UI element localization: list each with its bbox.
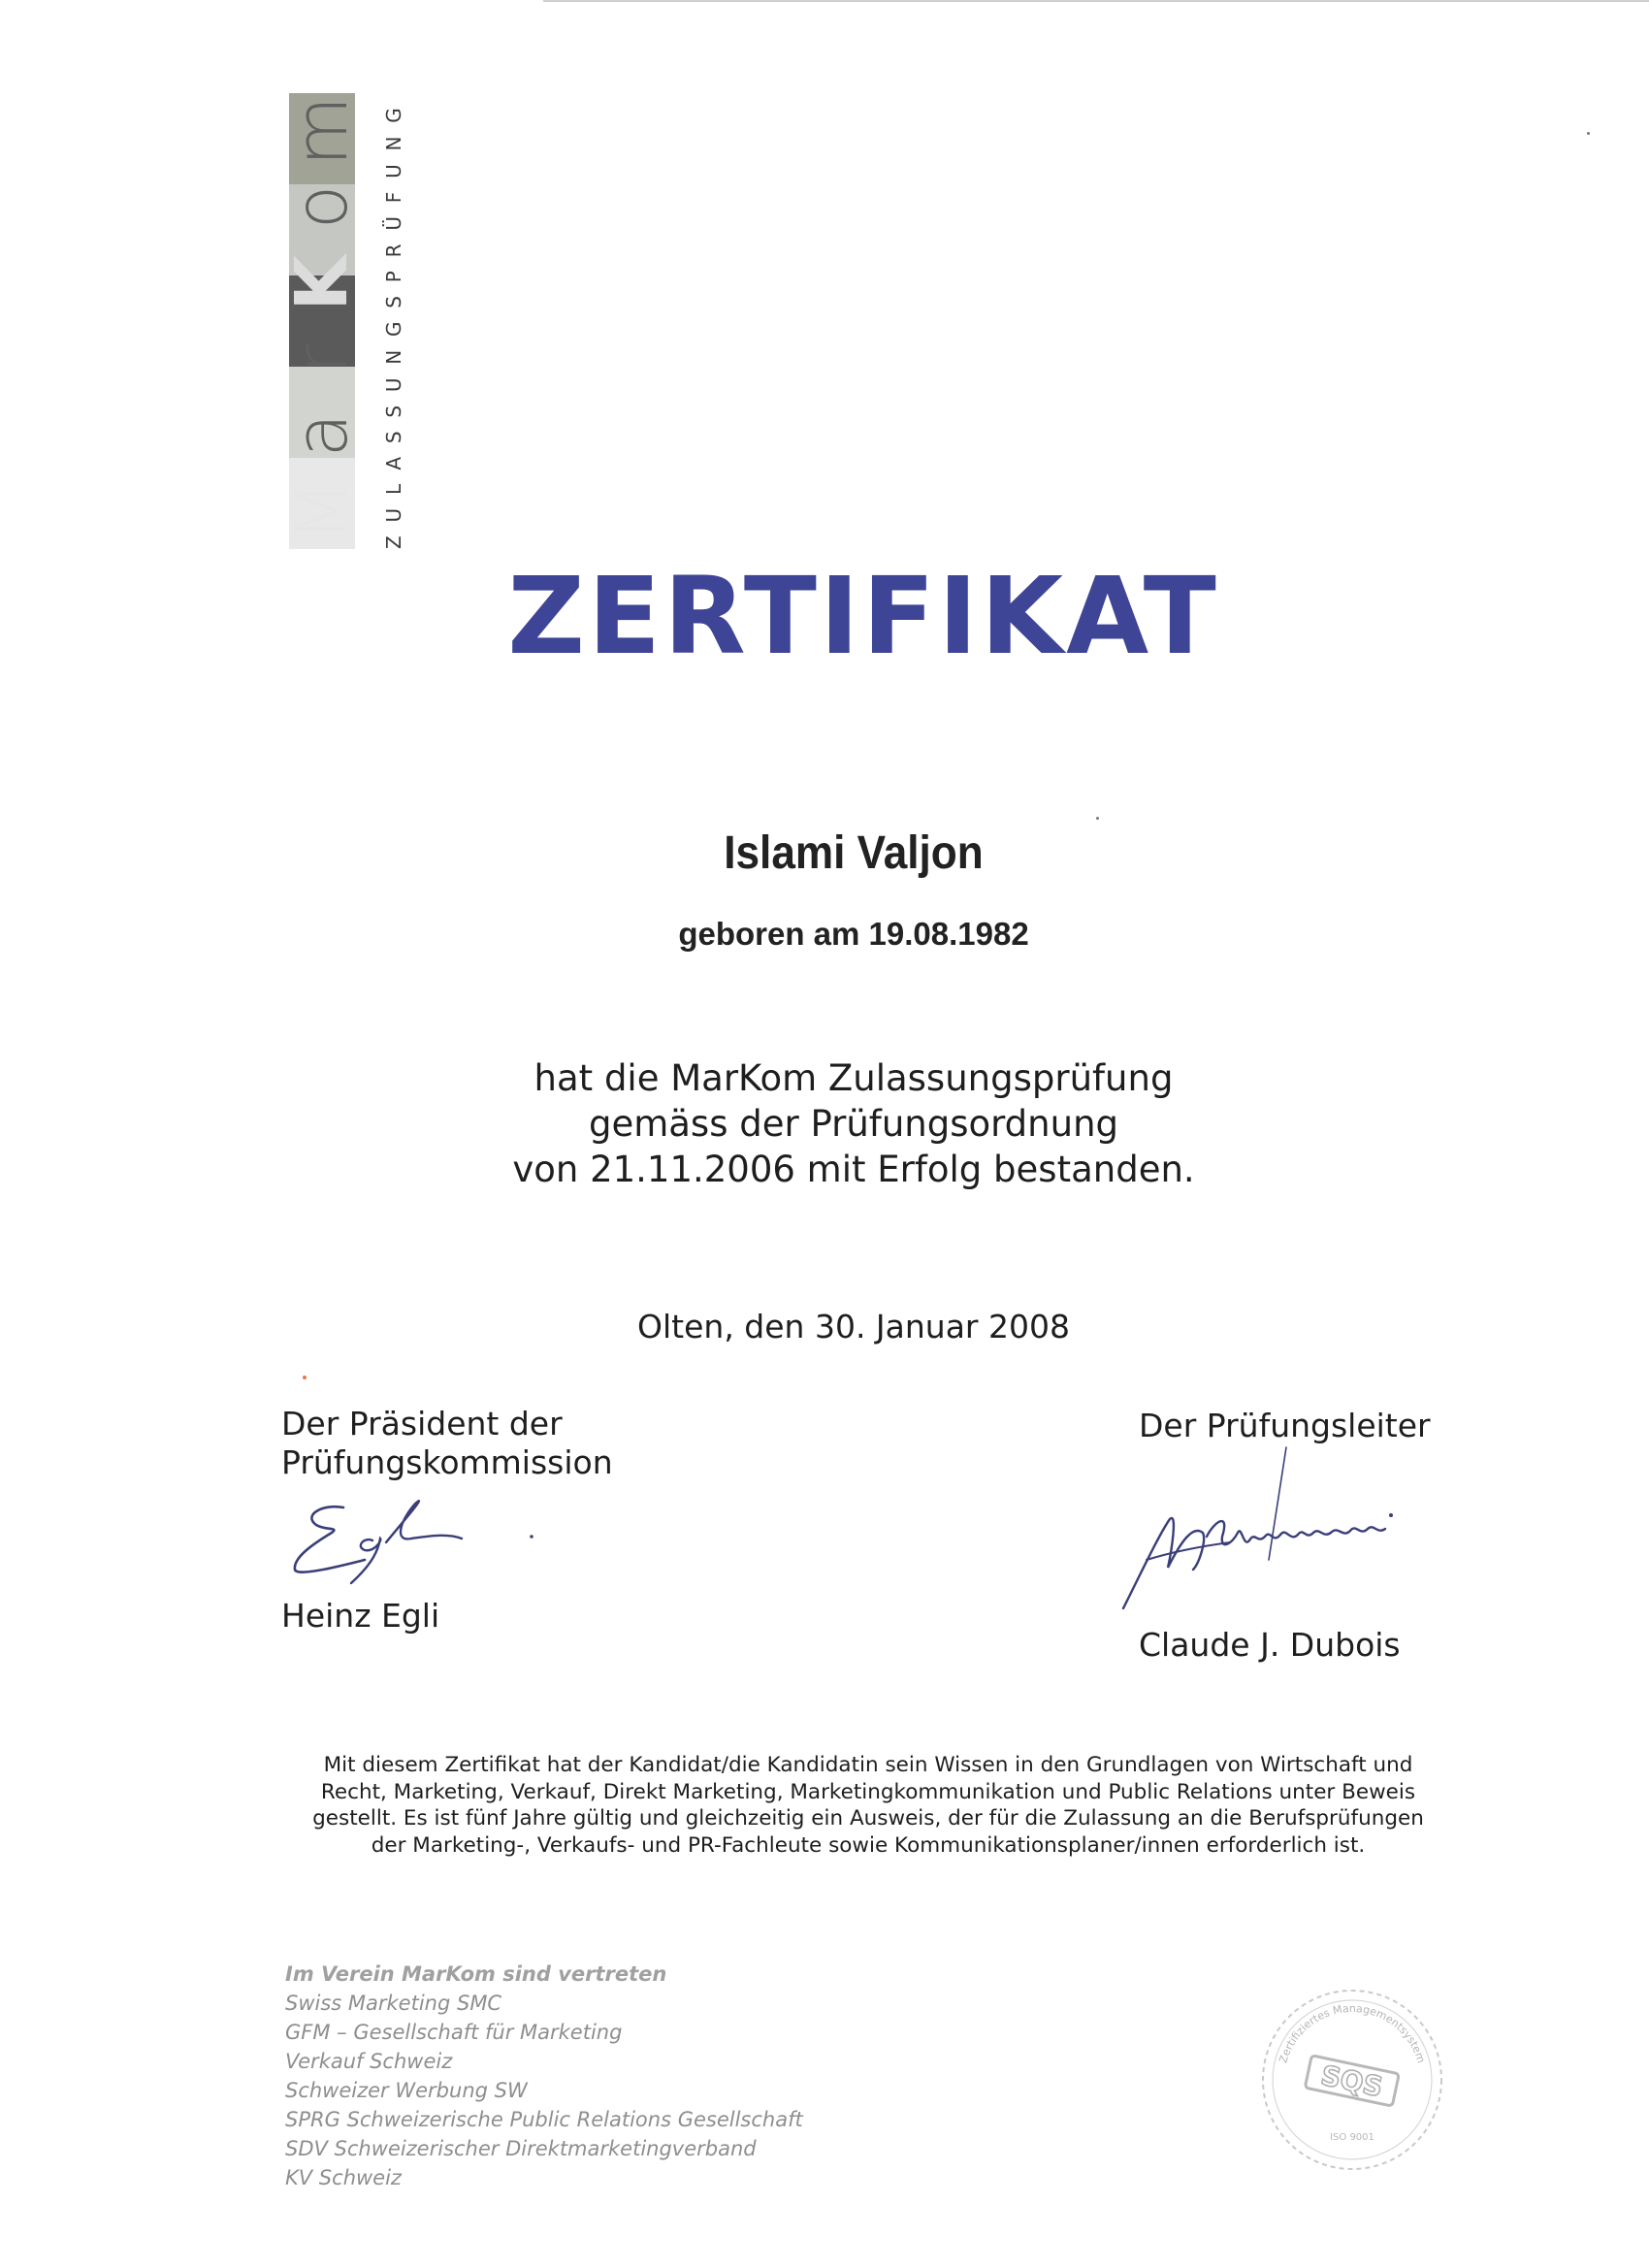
member-associations xyxy=(285,1960,1061,2192)
statement-line: gemäss der Prüfungsordnung xyxy=(588,1103,1119,1145)
signatory-role: Der Präsident der xyxy=(281,1405,563,1442)
scan-speck xyxy=(303,1376,307,1379)
member-item: Verkauf Schweiz xyxy=(285,2050,453,2073)
logo-letter: a xyxy=(280,412,364,458)
place-and-date: Olten, den 30. Januar 2008 xyxy=(637,1308,1070,1345)
signatory-president xyxy=(281,1405,613,1482)
statement-line: von 21.11.2006 mit Erfolg bestanden. xyxy=(512,1149,1195,1190)
seal-mark: SQS xyxy=(1317,2058,1386,2104)
seal-standard: ISO 9001 xyxy=(1330,2132,1374,2143)
signatory-name: Heinz Egli xyxy=(281,1597,440,1635)
scan-speck xyxy=(1096,817,1099,820)
sqs-certification-seal xyxy=(1257,1985,1447,2175)
logo-letter: K xyxy=(280,255,364,311)
certificate-title: ZERTIFIKAT xyxy=(507,554,1219,678)
candidate-birthdate: geboren am 19.08.1982 xyxy=(678,916,1029,952)
logo-wordmark xyxy=(280,93,364,549)
scan-speck xyxy=(1587,132,1590,135)
member-item: KV Schweiz xyxy=(285,2166,402,2189)
member-item: GFM – Gesellschaft für Marketing xyxy=(285,2021,623,2044)
signatory-name: Claude J. Dubois xyxy=(1139,1626,1401,1664)
members-heading: Im Verein MarKom sind vertreten xyxy=(285,1962,667,1986)
member-item: Swiss Marketing SMC xyxy=(285,1992,502,2015)
statement-line: hat die MarKom Zulassungsprüfung xyxy=(534,1057,1174,1099)
logo-letter: M xyxy=(280,479,364,542)
terms-line: Mit diesem Zertifikat hat der Kandidat/die Kandidatin sein Wissen in den Grundlagen von Wirtschaft und xyxy=(323,1753,1413,1777)
logo-subtitle: ZULASSUNGSPRÜFUNG xyxy=(382,94,405,549)
member-item: SPRG Schweizerische Public Relations Gesellschaft xyxy=(285,2108,803,2131)
terms-line: gestellt. Es ist fünf Jahre gültig und gleichzeitig ein Ausweis, der für die Zulassung an die Berufsprüfungen xyxy=(312,1806,1424,1831)
logo-letter: o xyxy=(280,184,364,230)
member-item: SDV Schweizerischer Direktmarketingverband xyxy=(285,2137,757,2160)
signature-dubois xyxy=(1114,1443,1443,1618)
terms-line: Recht, Marketing, Verkauf, Direkt Marketing, Marketingkommunikation und Public Relations unter Beweis xyxy=(320,1779,1416,1804)
signatory-examiner-role: Der Prüfungsleiter xyxy=(1139,1407,1431,1444)
scan-edge-line xyxy=(543,0,1649,2)
certificate-terms xyxy=(242,1752,1494,1859)
terms-line: der Marketing-, Verkaufs- und PR-Fachleute sowie Kommunikationsplaner/innen erforderlich ist. xyxy=(371,1832,1366,1858)
member-item: Schweizer Werbung SW xyxy=(285,2079,528,2102)
logo-letter: m xyxy=(280,96,364,167)
signatory-role: Prüfungskommission xyxy=(281,1443,613,1481)
signature-egli xyxy=(283,1482,565,1599)
candidate-name: Islami Valjon xyxy=(724,827,984,879)
logo-letter: r xyxy=(280,343,364,374)
seal-ring-text: Zertifiziertes Managementsystem xyxy=(1277,2001,1428,2065)
certificate-statement xyxy=(388,1055,1319,1192)
